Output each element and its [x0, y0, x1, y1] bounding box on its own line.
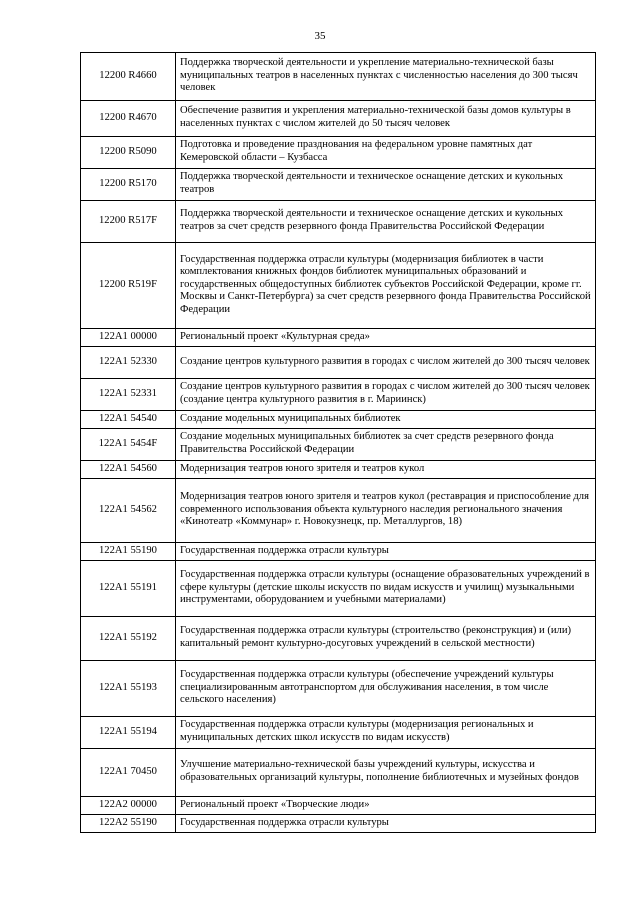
- row-code: 122А1 55193: [81, 661, 176, 717]
- table-row: [81, 169, 596, 201]
- table-row: [81, 617, 596, 661]
- table-row: [81, 243, 596, 329]
- row-description: Государственная поддержка отрасли культуры (модернизация региональных и муниципальных детских школ искусств по видам искусств): [176, 717, 596, 749]
- table-row: [81, 461, 596, 479]
- row-code: 122А1 55191: [81, 561, 176, 617]
- row-code: 122А1 55194: [81, 717, 176, 749]
- table-row: [81, 815, 596, 833]
- table-row: [81, 429, 596, 461]
- row-description: Улучшение материально-технической базы учреждений культуры, искусства и образовательных организаций культуры, пополнение библиотечных и музейных фондов: [176, 749, 596, 797]
- row-description: Создание модельных муниципальных библиотек за счет средств резервного фонда Правительства Российской Федерации: [176, 429, 596, 461]
- row-code: 122А1 54562: [81, 479, 176, 543]
- row-description: Модернизация театров юного зрителя и театров кукол: [176, 461, 596, 479]
- row-code: 12200 R5170: [81, 169, 176, 201]
- row-code: 122А1 5454F: [81, 429, 176, 461]
- row-code: 122А1 00000: [81, 329, 176, 347]
- row-code: 122А1 55190: [81, 543, 176, 561]
- table-row: [81, 53, 596, 101]
- table-row: [81, 661, 596, 717]
- row-code: 122А2 55190: [81, 815, 176, 833]
- row-code: 122А1 55192: [81, 617, 176, 661]
- row-description: Региональный проект «Творческие люди»: [176, 797, 596, 815]
- table-row: [81, 137, 596, 169]
- row-description: Поддержка творческой деятельности и техническое оснащение детских и кукольных театров за счет средств резервного фонда Правительства Российской Федерации: [176, 201, 596, 243]
- table-row: [81, 411, 596, 429]
- table-row: [81, 543, 596, 561]
- row-code: 122А1 54540: [81, 411, 176, 429]
- row-code: 12200 R519F: [81, 243, 176, 329]
- row-code: 122А2 00000: [81, 797, 176, 815]
- table-row: [81, 717, 596, 749]
- table-row: [81, 561, 596, 617]
- row-description: Модернизация театров юного зрителя и театров кукол (реставрация и приспособление для современного использования объекта культурного наследия регионального значения «Кинотеатр «Коммунар» г. Новокузнецк, пр. Металлургов, 18): [176, 479, 596, 543]
- row-code: 122А1 54560: [81, 461, 176, 479]
- row-code: 122А1 52330: [81, 347, 176, 379]
- table-row: [81, 379, 596, 411]
- row-code: 122А1 70450: [81, 749, 176, 797]
- row-description: Поддержка творческой деятельности и техническое оснащение детских и кукольных театров: [176, 169, 596, 201]
- table-row: [81, 101, 596, 137]
- row-description: Поддержка творческой деятельности и укрепление материально-технической базы муниципальных театров в населенных пунктах с численностью населения до 300 тысяч человек: [176, 53, 596, 101]
- row-description: Государственная поддержка отрасли культуры: [176, 543, 596, 561]
- row-description: Создание центров культурного развития в городах с числом жителей до 300 тысяч человек: [176, 347, 596, 379]
- table-row: [81, 347, 596, 379]
- row-description: Подготовка и проведение празднования на федеральном уровне памятных дат Кемеровской области – Кузбасса: [176, 137, 596, 169]
- row-code: 122А1 52331: [81, 379, 176, 411]
- row-description: Государственная поддержка отрасли культуры (оснащение образовательных учреждений в сфере культуры (детские школы искусств по видам искусств и училищ) музыкальными инструментами, оборудованием и учебными материалами): [176, 561, 596, 617]
- table-row: [81, 797, 596, 815]
- table-row: [81, 479, 596, 543]
- table-row: [81, 329, 596, 347]
- row-code: 12200 R5090: [81, 137, 176, 169]
- row-description: Создание центров культурного развития в городах с числом жителей до 300 тысяч человек (создание центра культурного развития в г. Мариинск): [176, 379, 596, 411]
- row-code: 12200 R4670: [81, 101, 176, 137]
- row-description: Государственная поддержка отрасли культуры (модернизация библиотек в части комплектования книжных фондов библиотек муниципальных образований и государственных общедоступных библиотек субъектов Российской Федерации, кроме гг. Москвы и Санкт-Петербурга) за счет средств резервного фонда Правительства Российской Федерации: [176, 243, 596, 329]
- row-description: Государственная поддержка отрасли культуры (строительство (реконструкция) и (или) капитальный ремонт культурно-досуговых учреждений в сельской местности): [176, 617, 596, 661]
- row-description: Обеспечение развития и укрепления материально-технической базы домов культуры в населенных пунктах с числом жителей до 50 тысяч человек: [176, 101, 596, 137]
- row-code: 12200 R4660: [81, 53, 176, 101]
- row-description: Региональный проект «Культурная среда»: [176, 329, 596, 347]
- row-description: Государственная поддержка отрасли культуры (обеспечение учреждений культуры специализированным автотранспортом для обслуживания населения, в том числе сельского населения): [176, 661, 596, 717]
- table-row: [81, 749, 596, 797]
- table-row: [81, 201, 596, 243]
- row-description: Создание модельных муниципальных библиотек: [176, 411, 596, 429]
- budget-codes-table: [80, 52, 596, 833]
- page-number: 35: [314, 30, 326, 42]
- row-description: Государственная поддержка отрасли культуры: [176, 815, 596, 833]
- row-code: 12200 R517F: [81, 201, 176, 243]
